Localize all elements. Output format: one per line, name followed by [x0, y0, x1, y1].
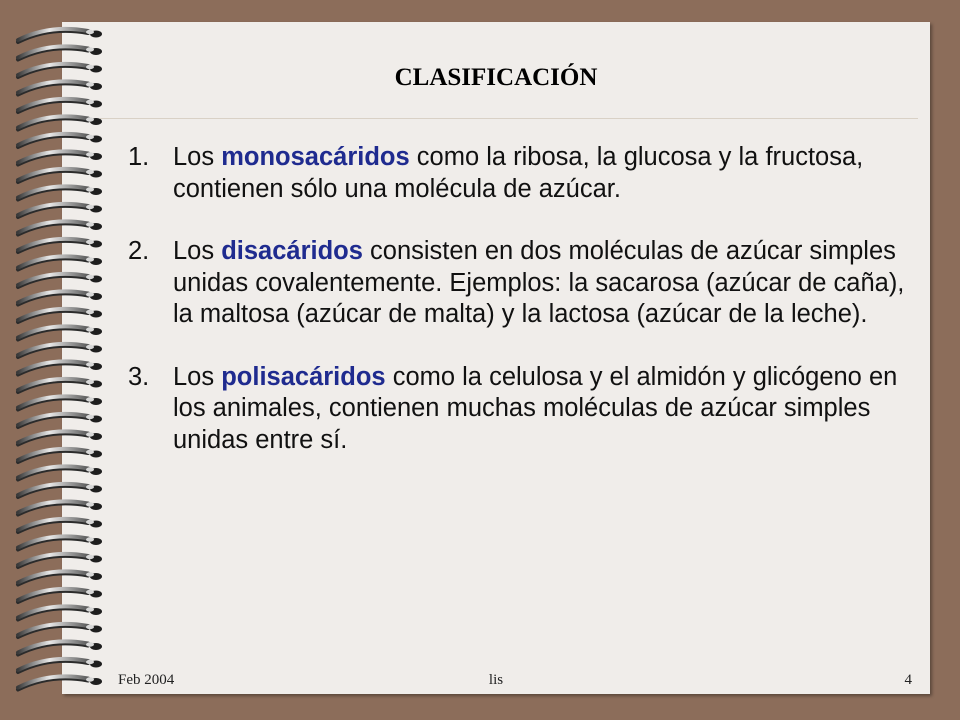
binding-coil: [18, 676, 102, 689]
item-keyword: polisacáridos: [221, 362, 386, 391]
classification-list: [128, 142, 918, 487]
slide-title: CLASIFICACIÓN: [394, 64, 598, 91]
binding-coil: [18, 116, 102, 129]
binding-coil: [18, 449, 102, 462]
binding-coil: [18, 221, 102, 234]
footer-author: lis: [488, 672, 504, 688]
item-number: 1.: [128, 143, 150, 171]
binding-coil: [18, 379, 102, 392]
item-keyword: disacáridos: [221, 237, 363, 265]
binding-coil: [18, 501, 102, 514]
binding-coil: [18, 169, 102, 182]
binding-coil: [18, 81, 102, 94]
item-text-after: consisten en dos moléculas de azúcar simples unidas covalentemente. Ejemplos: la sacarosa (azúcar de caña), la maltosa (azúcar de malta) y la lactosa (azúcar de la leche).: [173, 237, 905, 328]
item-text-after: como la celulosa y el almidón y glicógeno en los animales, contienen muchas moléculas de azúcar simples unidas entre sí.: [173, 362, 898, 454]
binding-coil: [18, 396, 102, 409]
binding-coil: [18, 46, 102, 59]
footer-date: Feb 2004: [118, 672, 175, 688]
binding-coil: [18, 571, 102, 584]
binding-coil: [18, 554, 102, 567]
binding-coil: [18, 134, 102, 147]
binding-coil: [18, 204, 102, 217]
binding-coil: [18, 239, 102, 252]
binding-coil: [18, 344, 102, 357]
binding-coil: [18, 186, 102, 199]
title-divider: [100, 118, 918, 119]
footer-page-number: 4: [904, 672, 912, 688]
item-text-before: Los: [173, 362, 222, 391]
item-keyword: monosacáridos: [221, 143, 410, 171]
binding-coil: [18, 536, 102, 549]
item-text-after: como la ribosa, la glucosa y la fructosa, contienen sólo una molécula de azúcar.: [173, 143, 864, 203]
item-text-before: Los: [173, 237, 222, 265]
binding-coil: [18, 589, 102, 602]
binding-coil: [18, 291, 102, 304]
binding-coil: [18, 519, 102, 532]
binding-coil: [18, 309, 102, 322]
binding-coil: [18, 151, 102, 164]
binding-coil: [18, 466, 102, 479]
item-number: 3.: [128, 362, 150, 391]
binding-coil: [18, 326, 102, 339]
binding-coil: [18, 641, 102, 654]
binding-coil: [18, 659, 102, 672]
binding-coil: [18, 414, 102, 427]
binding-coil: [18, 274, 102, 287]
item-text-before: Los: [173, 143, 222, 171]
binding-coil: [18, 64, 102, 77]
list-item: [128, 142, 918, 205]
binding-coil: [18, 624, 102, 637]
binding-coil: [18, 29, 102, 42]
binding-coil: [18, 361, 102, 374]
binding-coil: [18, 99, 102, 112]
list-item: [128, 236, 918, 331]
item-number: 2.: [128, 237, 150, 265]
binding-coil: [18, 484, 102, 497]
list-item: [128, 362, 918, 457]
notebook-page: [62, 22, 930, 694]
binding-coil: [18, 256, 102, 269]
binding-coil: [18, 431, 102, 444]
spiral-binding-icon: [10, 22, 110, 694]
binding-coil: [18, 606, 102, 619]
